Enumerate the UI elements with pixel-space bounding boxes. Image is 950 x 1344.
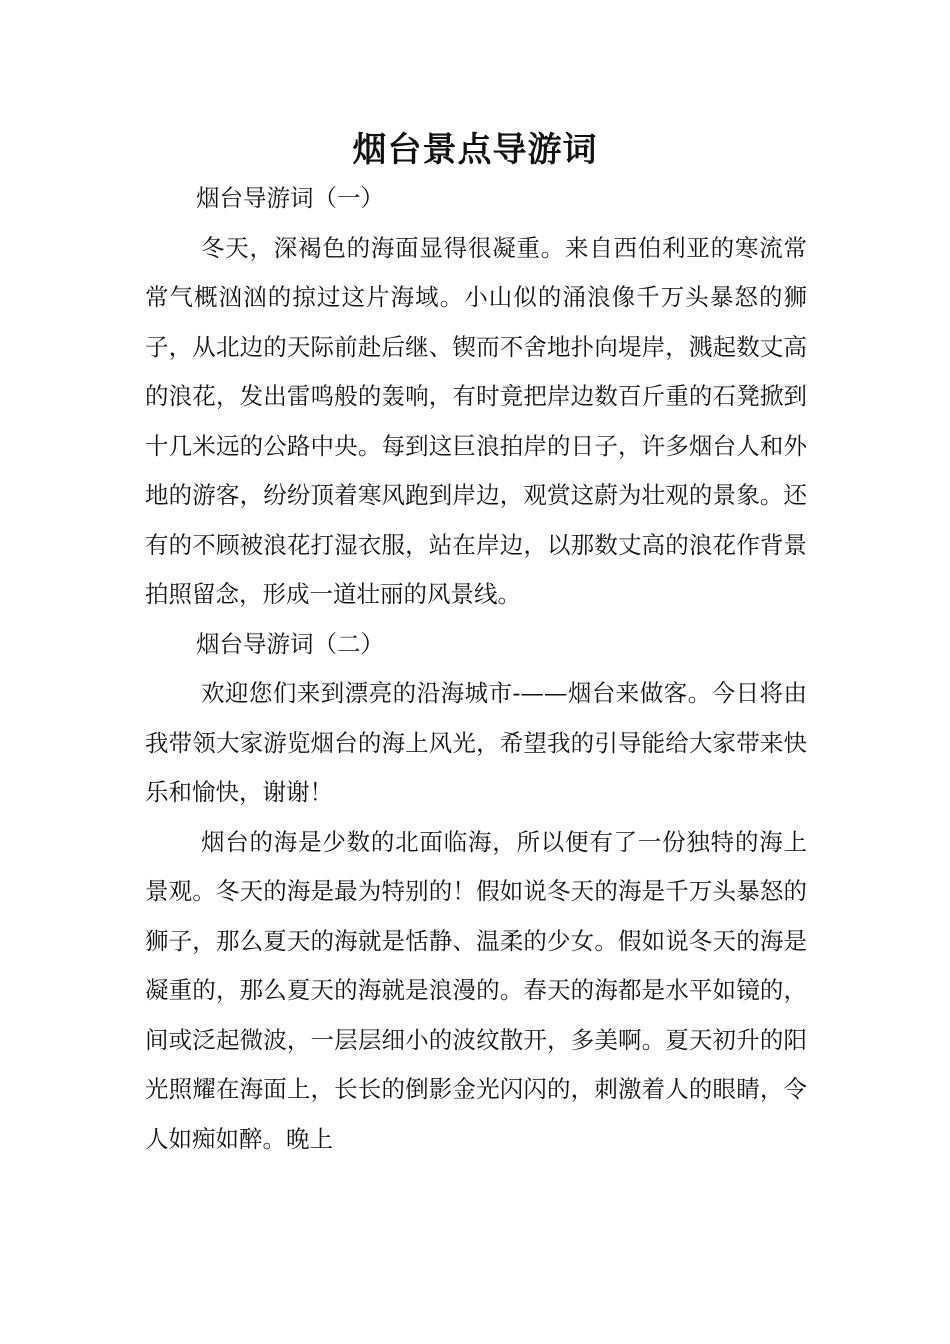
document-title: 烟台景点导游词 xyxy=(352,130,598,170)
section-heading-1: 烟台导游词（一） xyxy=(196,184,384,212)
document-body xyxy=(145,174,807,1164)
paragraph-1: 冬天，深褐色的海面显得很凝重。来自西伯利亚的寒流常常气概汹汹的掠过这片海域。小山似的涌浪像千万头暴怒的狮子，从北边的天际前赴后继、锲而不舍地扑向堤岸，溅起数丈高的浪花，发出雷鸣般的轰响，有时竟把岸边数百斤重的石凳掀到十几米远的公路中央。每到这巨浪拍岸的日子，许多烟台人和外地的游客，纷纷顶着寒风跑到岸边，观赏这蔚为壮观的景象。还有的不顾被浪花打湿衣服，站在岸边，以那数丈高的浪花作背景拍照留念，形成一道壮丽的风景线。 xyxy=(145,233,807,608)
paragraph-2: 欢迎您们来到漂亮的沿海城市-——烟台来做客。今日将由我带领大家游览烟台的海上风光，希望我的引导能给大家带来快乐和愉快，谢谢！ xyxy=(145,679,807,806)
section-heading-2: 烟台导游词（二） xyxy=(196,629,384,658)
paragraph-3: 烟台的海是少数的北面临海，所以便有了一份独特的海上景观。冬天的海是最为特别的！假如说冬天的海是千万头暴怒的狮子，那么夏天的海就是恬静、温柔的少女。假如说冬天的海是凝重的，那么夏天的海就是浪漫的。春天的海都是水平如镜的，间或泛起微波，一层层细小的波纹散开，多美啊。夏天初升的阳光照耀在海面上，长长的倒影金光闪闪的，刺激着人的眼睛，令人如痴如醉。晚上 xyxy=(145,827,807,1153)
